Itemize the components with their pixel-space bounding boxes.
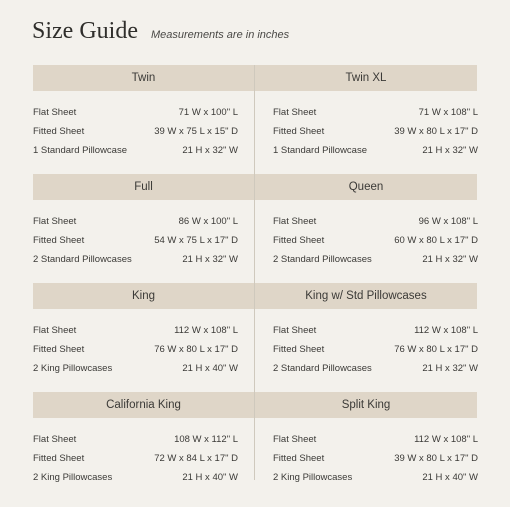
bed-size-name: Full [134,181,153,193]
measurement-row [33,430,238,449]
section-header-band [33,283,477,309]
measurement-row [273,430,478,449]
measurement-row [33,250,238,269]
item-measurement: 39 W x 75 L x 15" D [154,126,238,137]
measurement-row [33,122,238,141]
measurement-row [33,340,238,359]
size-column [273,430,478,487]
measurement-row [33,449,238,468]
item-label: Flat Sheet [33,216,77,227]
page-title: Size Guide [32,18,138,44]
measurement-row [273,359,478,378]
item-label: 2 King Pillowcases [33,472,113,483]
size-column [273,103,478,160]
size-section [33,283,477,392]
item-label: Fitted Sheet [33,453,85,464]
item-measurement: 72 W x 84 L x 17" D [154,453,238,464]
item-label: Flat Sheet [33,107,77,118]
item-measurement: 21 H x 40" W [422,472,478,483]
item-measurement: 60 W x 80 L x 17" D [394,235,478,246]
size-column [33,430,238,487]
section-header-band [33,174,477,200]
bed-size-name: King w/ Std Pillowcases [305,290,427,302]
item-label: 1 Standard Pillowcase [273,145,367,156]
measurement-row [33,468,238,487]
item-measurement: 86 W x 100" L [178,216,238,227]
bed-size-name: King [131,290,156,302]
item-measurement: 21 H x 40" W [182,363,238,374]
measurement-row [273,449,478,468]
measurement-row [273,321,478,340]
item-label: 2 Standard Pillowcases [33,254,132,265]
item-measurement: 76 W x 80 L x 17" D [394,344,478,355]
bed-size-name: Twin XL [345,72,387,84]
item-measurement: 112 W x 108" L [414,434,478,445]
column-divider [254,65,255,480]
bed-size-name: Twin [131,72,156,84]
size-column [273,212,478,269]
measurement-row [33,359,238,378]
item-label: 2 King Pillowcases [33,363,113,374]
item-label: 2 Standard Pillowcases [273,363,372,374]
item-label: Fitted Sheet [273,126,325,137]
item-label: Fitted Sheet [33,344,85,355]
item-label: Flat Sheet [273,107,317,118]
measurement-row [273,122,478,141]
size-column [273,321,478,378]
item-measurement: 21 H x 40" W [182,472,238,483]
item-measurement: 39 W x 80 L x 17" D [394,126,478,137]
measurement-row [33,212,238,231]
item-label: 2 King Pillowcases [273,472,353,483]
measurement-row [273,141,478,160]
measurement-row [33,231,238,250]
item-label: Fitted Sheet [273,235,325,246]
section-header-band [33,65,477,91]
size-column [33,212,238,269]
measurement-row [33,141,238,160]
item-measurement: 76 W x 80 L x 17" D [154,344,238,355]
item-measurement: 54 W x 75 L x 17" D [154,235,238,246]
bed-size-name: Split King [341,399,391,411]
item-label: 2 Standard Pillowcases [273,254,372,265]
size-section [33,392,477,501]
item-label: Flat Sheet [33,434,77,445]
item-measurement: 112 W x 108" L [414,325,478,336]
item-label: 1 Standard Pillowcase [33,145,127,156]
measurement-row [273,468,478,487]
measurement-row [273,212,478,231]
item-label: Fitted Sheet [33,126,85,137]
item-label: Fitted Sheet [273,344,325,355]
size-section [33,65,477,174]
measurement-row [273,103,478,122]
item-label: Fitted Sheet [273,453,325,464]
size-section [33,174,477,283]
item-label: Flat Sheet [273,216,317,227]
size-column [33,321,238,378]
item-measurement: 21 H x 32" W [422,145,478,156]
item-label: Flat Sheet [273,434,317,445]
item-label: Fitted Sheet [33,235,85,246]
measurement-row [273,340,478,359]
measurement-row [33,103,238,122]
size-guide-table [33,65,477,501]
item-label: Flat Sheet [33,325,77,336]
item-measurement: 21 H x 32" W [422,363,478,374]
item-measurement: 21 H x 32" W [422,254,478,265]
item-measurement: 21 H x 32" W [182,254,238,265]
item-measurement: 112 W x 108" L [174,325,238,336]
item-measurement: 96 W x 108" L [418,216,478,227]
size-guide-header [32,18,289,45]
item-label: Flat Sheet [273,325,317,336]
size-column [33,103,238,160]
page-subtitle: Measurements are in inches [150,29,290,41]
bed-size-name: California King [106,399,181,411]
measurement-row [33,321,238,340]
item-measurement: 71 W x 100" L [178,107,238,118]
measurement-row [273,231,478,250]
item-measurement: 108 W x 112" L [174,434,238,445]
item-measurement: 39 W x 80 L x 17" D [394,453,478,464]
item-measurement: 71 W x 108" L [418,107,478,118]
measurement-row [273,250,478,269]
item-measurement: 21 H x 32" W [182,145,238,156]
section-header-band [33,392,477,418]
bed-size-name: Queen [348,181,384,193]
